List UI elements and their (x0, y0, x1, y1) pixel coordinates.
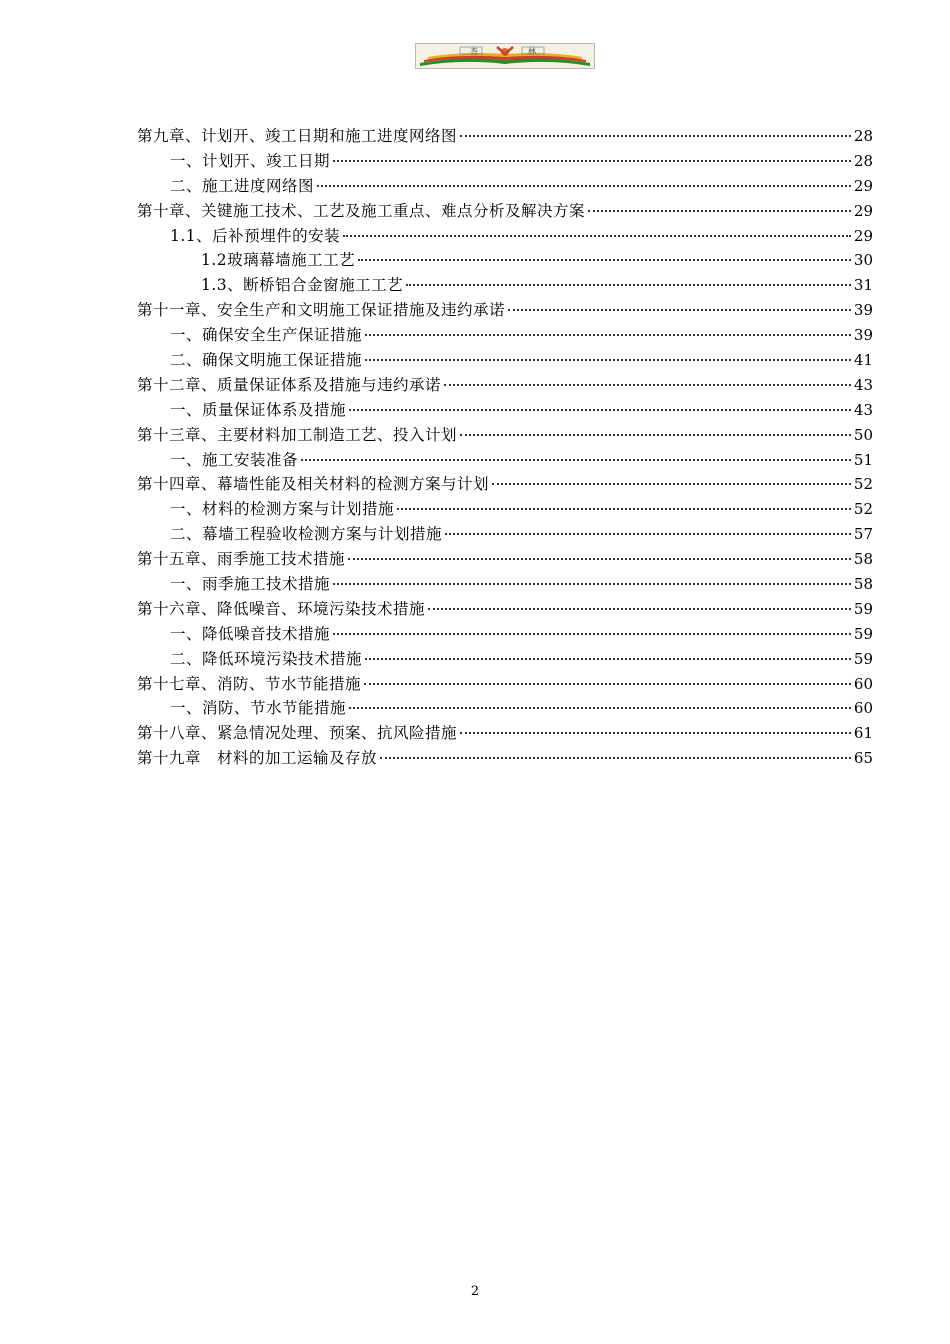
toc-entry-page-number: 65 (853, 749, 873, 768)
toc-entry-page-number: 29 (853, 201, 873, 220)
toc-entry-title: 一、施工安装准备 (170, 450, 299, 469)
toc-entry[interactable] (137, 622, 873, 647)
toc-entry[interactable] (137, 199, 873, 224)
toc-entry-title: 第十章、关键施工技术、工艺及施工重点、难点分析及解决方案 (137, 201, 586, 220)
toc-entry-page-number: 60 (853, 699, 873, 718)
toc-entry[interactable] (137, 174, 873, 199)
toc-dot-leader (508, 309, 851, 311)
school-book-logo-icon (416, 44, 594, 68)
toc-entry[interactable] (137, 597, 873, 622)
toc-entry[interactable] (137, 398, 873, 423)
toc-dot-leader (428, 608, 851, 610)
toc-entry-page-number: 43 (853, 375, 873, 394)
toc-entry-title: 二、幕墙工程验收检测方案与计划措施 (170, 525, 443, 544)
toc-dot-leader (358, 259, 851, 261)
page-number: 2 (470, 1284, 480, 1299)
toc-entry[interactable] (137, 224, 873, 249)
toc-entry-title: 第十五章、雨季施工技术措施 (137, 550, 346, 569)
toc-entry-title: 二、降低环境污染技术措施 (170, 649, 363, 668)
toc-entry-title: 1.1、后补预埋件的安装 (170, 226, 341, 245)
toc-entry-title: 一、消防、节水节能措施 (170, 699, 347, 718)
toc-entry-page-number: 31 (853, 276, 873, 295)
svg-text:林: 林 (528, 47, 536, 56)
toc-entry-page-number: 30 (853, 251, 873, 270)
toc-entry-title: 第十四章、幕墙性能及相关材料的检测方案与计划 (137, 475, 490, 494)
toc-entry-page-number: 41 (853, 351, 873, 370)
toc-entry-page-number: 28 (853, 151, 873, 170)
toc-entry-title: 一、材料的检测方案与计划措施 (170, 500, 395, 519)
toc-entry-title: 1.3、断桥铝合金窗施工工艺 (201, 276, 404, 295)
toc-entry[interactable] (137, 746, 873, 771)
toc-entry-title: 二、确保文明施工保证措施 (170, 351, 363, 370)
toc-entry[interactable] (137, 547, 873, 572)
toc-dot-leader (333, 633, 851, 635)
toc-dot-leader (492, 483, 851, 485)
toc-entry-page-number: 52 (853, 500, 873, 519)
toc-dot-leader (333, 583, 851, 585)
toc-entry[interactable] (137, 448, 873, 473)
toc-entry[interactable] (137, 423, 873, 448)
toc-entry-page-number: 52 (853, 475, 873, 494)
toc-dot-leader (460, 135, 851, 137)
toc-entry-page-number: 39 (853, 301, 873, 320)
toc-entry-title: 第九章、计划开、竣工日期和施工进度网络图 (137, 127, 458, 145)
toc-entry[interactable] (137, 298, 873, 323)
toc-entry-title: 1.2玻璃幕墙施工工艺 (201, 251, 356, 270)
toc-dot-leader (397, 508, 851, 510)
svg-text:杏: 杏 (470, 47, 478, 56)
toc-entry-title: 一、降低噪音技术措施 (170, 624, 331, 643)
toc-entry-page-number: 60 (853, 674, 873, 693)
toc-entry[interactable] (137, 696, 873, 721)
toc-entry-title: 一、雨季施工技术措施 (170, 575, 331, 594)
header-logo (415, 43, 595, 69)
toc-dot-leader (333, 160, 851, 162)
toc-entry[interactable] (137, 124, 873, 149)
toc-entry-title: 一、质量保证体系及措施 (170, 400, 347, 419)
toc-dot-leader (349, 707, 851, 709)
toc-dot-leader (406, 284, 851, 286)
toc-entry-title: 二、施工进度网络图 (170, 176, 315, 195)
toc-entry[interactable] (137, 273, 873, 298)
toc-entry[interactable] (137, 522, 873, 547)
toc-entry-page-number: 58 (853, 575, 873, 594)
toc-entry-page-number: 58 (853, 550, 873, 569)
toc-entry-page-number: 50 (853, 425, 873, 444)
toc-dot-leader (348, 558, 851, 560)
toc-entry[interactable] (137, 149, 873, 174)
toc-entry-title: 一、确保安全生产保证措施 (170, 326, 363, 345)
table-of-contents (137, 124, 873, 771)
toc-entry-page-number: 29 (853, 176, 873, 195)
toc-dot-leader (317, 185, 851, 187)
toc-entry-title: 第十八章、紧急情况处理、预案、抗风险措施 (137, 724, 458, 743)
toc-entry-page-number: 39 (853, 326, 873, 345)
toc-entry[interactable] (137, 572, 873, 597)
toc-entry-page-number: 51 (853, 450, 873, 469)
toc-entry[interactable] (137, 472, 873, 497)
toc-dot-leader (365, 658, 851, 660)
toc-entry[interactable] (137, 497, 873, 522)
toc-entry-title: 第十六章、降低噪音、环境污染技术措施 (137, 599, 426, 618)
toc-dot-leader (364, 683, 851, 685)
toc-dot-leader (349, 409, 851, 411)
toc-entry-page-number: 57 (853, 525, 873, 544)
toc-dot-leader (343, 235, 851, 237)
toc-entry-title: 第十九章 材料的加工运输及存放 (137, 749, 378, 768)
toc-entry[interactable] (137, 373, 873, 398)
toc-entry-page-number: 28 (853, 127, 873, 145)
toc-entry[interactable] (137, 348, 873, 373)
toc-dot-leader (380, 757, 851, 759)
toc-dot-leader (444, 384, 851, 386)
toc-entry-title: 第十一章、安全生产和文明施工保证措施及违约承诺 (137, 301, 506, 320)
toc-dot-leader (445, 533, 851, 535)
toc-entry-title: 第十七章、消防、节水节能措施 (137, 674, 362, 693)
toc-dot-leader (588, 210, 851, 212)
toc-entry[interactable] (137, 647, 873, 672)
toc-dot-leader (365, 334, 851, 336)
toc-entry-page-number: 29 (853, 226, 873, 245)
toc-entry-page-number: 61 (853, 724, 873, 743)
toc-entry-page-number: 59 (853, 599, 873, 618)
toc-dot-leader (460, 732, 851, 734)
toc-entry-title: 第十三章、主要材料加工制造工艺、投入计划 (137, 425, 458, 444)
toc-entry[interactable] (137, 672, 873, 697)
toc-entry-title: 一、计划开、竣工日期 (170, 151, 331, 170)
toc-entry-page-number: 59 (853, 624, 873, 643)
toc-dot-leader (460, 434, 851, 436)
toc-entry-title: 第十二章、质量保证体系及措施与违约承诺 (137, 375, 442, 394)
toc-entry-page-number: 59 (853, 649, 873, 668)
toc-entry[interactable] (137, 248, 873, 273)
toc-entry-page-number: 43 (853, 400, 873, 419)
toc-dot-leader (365, 359, 851, 361)
toc-entry[interactable] (137, 323, 873, 348)
toc-dot-leader (301, 459, 851, 461)
toc-entry[interactable] (137, 721, 873, 746)
